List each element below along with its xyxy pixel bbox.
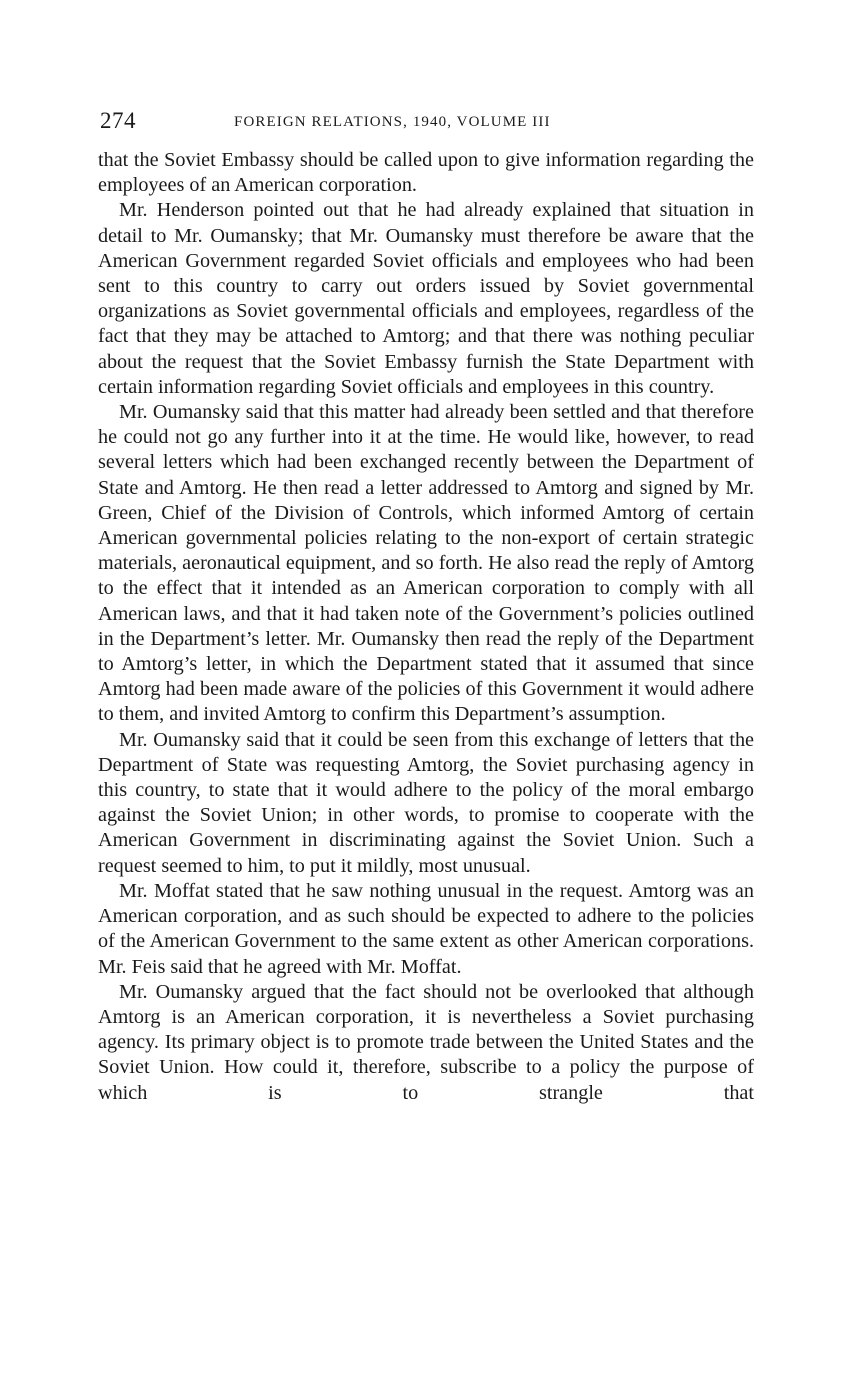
page-number: 274 — [100, 108, 136, 133]
paragraph-henderson: Mr. Henderson pointed out that he had already explained that situation in detail to Mr. Oumansky; that Mr. Oumansky must therefore be aware that the American Government regarded Soviet officials and employees who had been sent to this country to carry out orders issued by Soviet governmental organizations as Soviet governmental officials and employees, regardless of the fact that they may be attached to Amtorg; and that there was nothing peculiar about the request that the Soviet Embassy furnish the State Department with certain information regarding Soviet officials and employees in this country. — [98, 199, 754, 398]
running-title: FOREIGN RELATIONS, 1940, VOLUME III — [234, 114, 551, 130]
body-text — [98, 148, 754, 1106]
paragraph-oumansky-exchange: Mr. Oumansky said that it could be seen from this exchange of letters that the Department of State was requesting Amtorg, the Soviet purchasing agency in this country, to state that it would adhere to the policy of the moral embargo against the Soviet Union; in other words, to promise to cooperate with the American Government in discriminating against the Soviet Union. Such a request seemed to him, to put it mildly, most unusual. — [98, 728, 754, 877]
paragraph-oumansky-argument: Mr. Oumansky argued that the fact should not be overlooked that although Amtorg is an American corporation, it is nevertheless a Soviet purchasing agency. Its primary object is to promote trade between the United States and the Soviet Union. How could it, therefore, subscribe to a policy the purpose of which is to strangle that — [98, 980, 754, 1104]
paragraph-oumansky-letters: Mr. Oumansky said that this matter had already been settled and that therefore he could not go any further into it at the time. He would like, however, to read several letters which had been exchanged recently between the Department of State and Amtorg. He then read a letter addressed to Amtorg and signed by Mr. Green, Chief of the Division of Controls, which informed Amtorg of certain American governmental policies relating to the non-export of certain strategic materials, aeronautical equipment, and so forth. He also read the reply of Amtorg to the effect that it intended as an American corporation to comply with all American laws, and that it had taken note of the Government’s policies outlined in the Department’s letter. Mr. Oumansky then read the reply of the Department to Amtorg’s letter, in which the Department stated that it assumed that since Amtorg had been made aware of the policies of this Government it would adhere to them, and invited Amtorg to confirm this Department’s assumption. — [98, 401, 754, 726]
running-head — [98, 108, 754, 148]
paragraph-continued: that the Soviet Embassy should be called upon to give information regarding the employees of an American corporation. — [98, 149, 754, 197]
paragraph-moffat: Mr. Moffat stated that he saw nothing unusual in the request. Amtorg was an American corporation, and as such should be expected to adhere to the policies of the American Government to the same extent as other American corporations. Mr. Feis said that he agreed with Mr. Moffat. — [98, 879, 754, 978]
document-page — [98, 108, 754, 1106]
